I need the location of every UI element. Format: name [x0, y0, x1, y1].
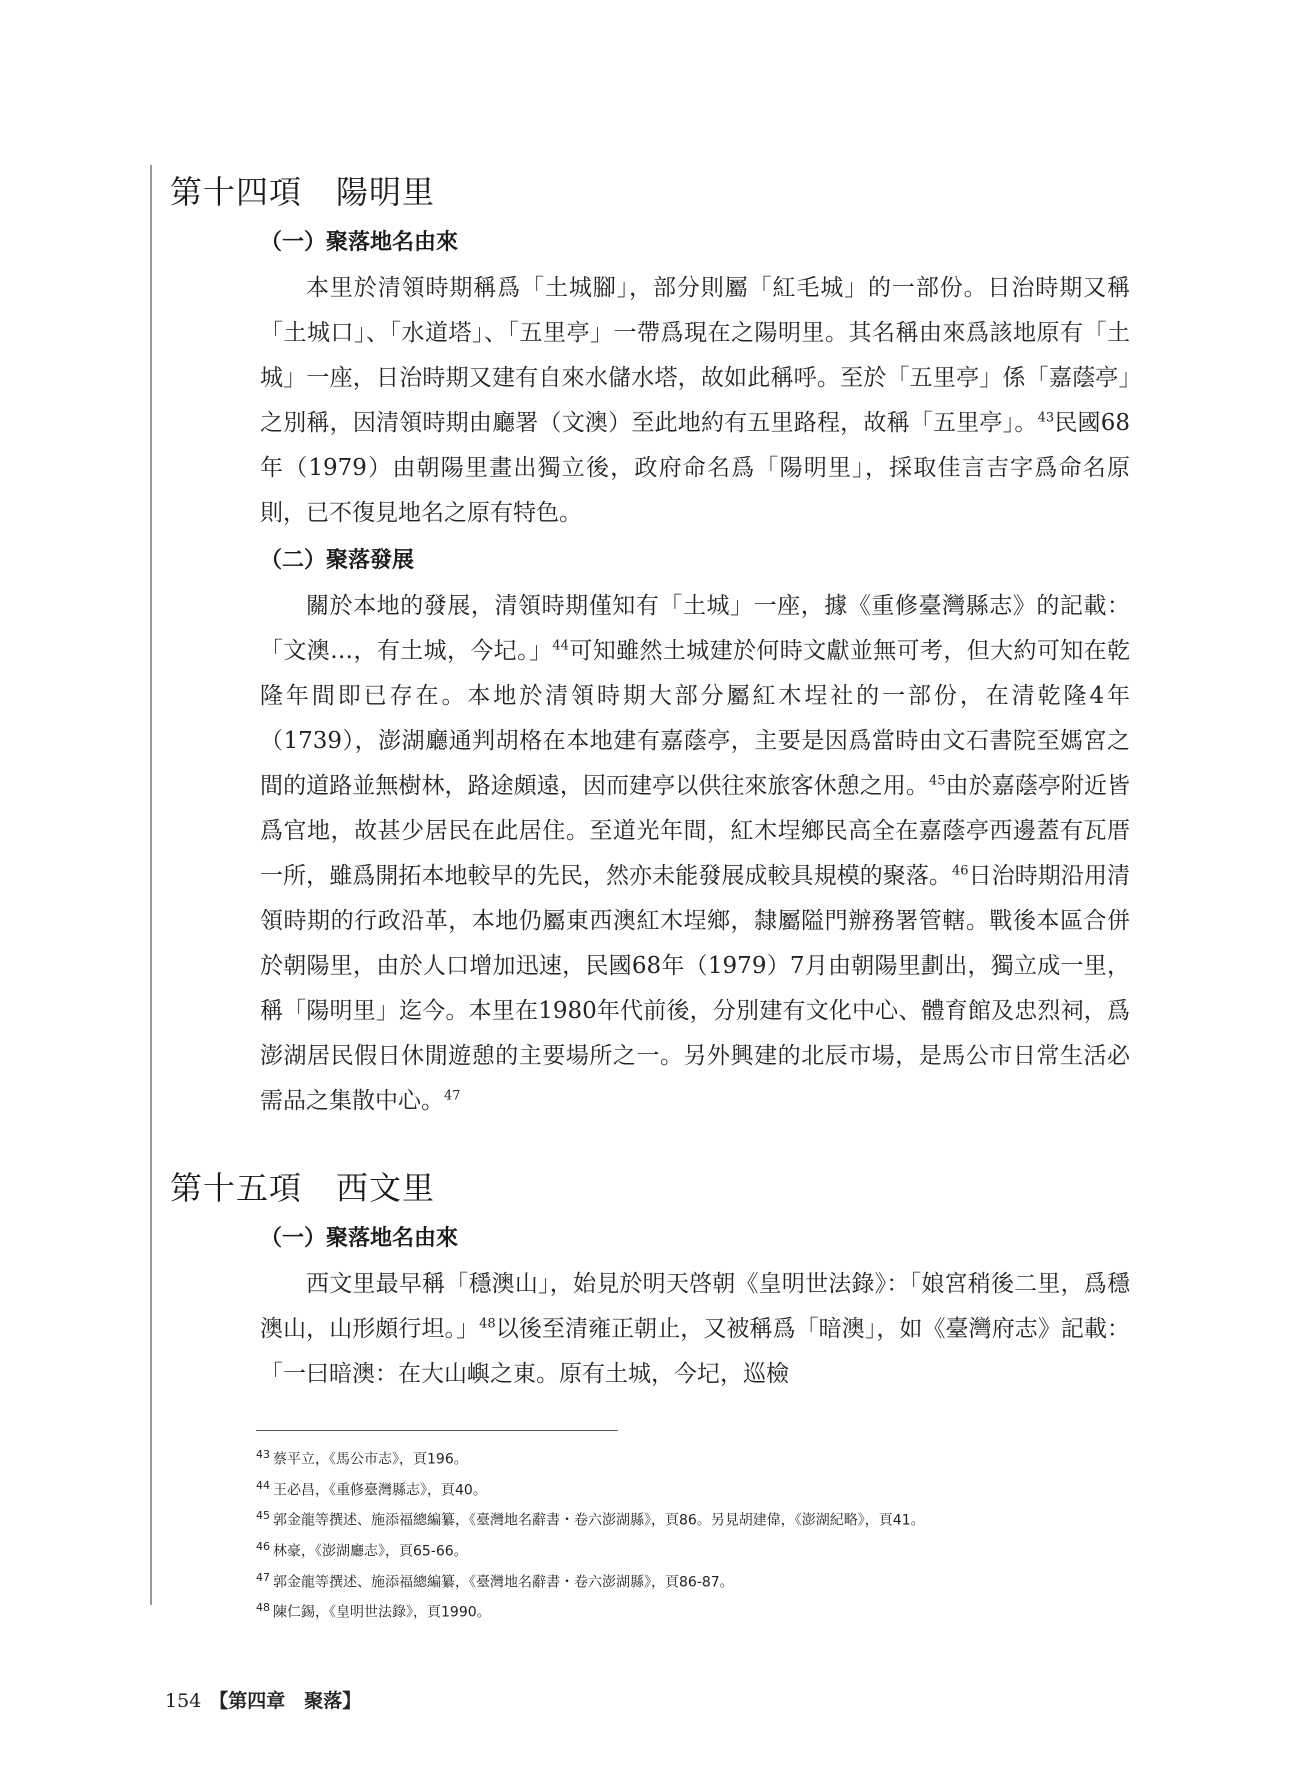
footnote-separator: [256, 1430, 618, 1431]
subsection-heading-name-origin: （一）聚落地名由來: [260, 1225, 459, 1251]
subsection-heading-development: （二）聚落發展: [260, 547, 415, 573]
paragraph: 關於本地的發展，清領時期僅知有「土城」一座，據《重修臺灣縣志》的記載：「文澳…，有土城，今圮。」$^{44}$可知雖然土城建於何時文獻並無可考，但大約可知在乾隆年間即已存在。本地於清領時期大部分屬紅木埕社的一部份，在清乾隆4年（1739），澎湖廳通判胡格在本地建有嘉蔭亭，主要是因爲當時由文石書院至媽宮之間的道路並無樹林，路途頗遠，因而建亭以供往來旅客休憩之用。$^{45}$由於嘉蔭亭附近皆爲官地，故甚少居民在此居住。至道光年間，紅木埕鄉民高全在嘉蔭亭西邊蓋有瓦厝一所，雖爲開拓本地較早的先民，然亦未能發展成較具規模的聚落。$^{46}$日治時期沿用清領時期的行政沿革，本地仍屬東西澳紅木埕鄉，隸屬隘門辦務署管轄。戰後本區合併於朝陽里，由於人口增加迅速，民國68年（1979）7月由朝陽里劃出，獨立成一里，稱「陽明里」迄今。本里在1980年代前後，分別建有文化中心、體育館及忠烈祠，爲澎湖居民假日休閒遊憩的主要場所之一。另外興建的北辰市場，是馬公市日常生活必需品之集散中心。$^{47}$: [260, 593, 1131, 1114]
footnote: $^{45}$ 郭金龍等撰述、施添福總編纂，《臺灣地名辭書・卷六澎湖縣》，頁86。另見胡建偉，《澎湖紀略》，頁41。: [256, 1509, 925, 1529]
footnote-ref[interactable]: 44: [552, 638, 569, 654]
main-content: [170, 170, 1130, 1403]
footnote-ref[interactable]: 47: [444, 1088, 461, 1104]
footnote-ref[interactable]: 48: [479, 1316, 496, 1332]
page-number: 154: [165, 1690, 202, 1712]
footnote: $^{47}$ 郭金龍等撰述、施添福總編纂，《臺灣地名辭書・卷六澎湖縣》，頁86-87。: [256, 1570, 734, 1591]
footnote-ref[interactable]: 45: [928, 773, 946, 789]
footnote-ref[interactable]: 46: [952, 863, 969, 879]
paragraph: 西文里最早稱「穩澳山」，始見於明天啓朝《皇明世法錄》：「娘宮稍後二里，爲穩澳山，山形頗行坦。」$^{48}$以後至清雍正朝止，又被稱爲「暗澳」，如《臺灣府志》記載：「一曰暗澳：在大山嶼之東。原有土城，今圮，巡檢: [260, 1271, 1131, 1387]
page-footer: [165, 1686, 361, 1713]
chapter-label: 【第四章 聚落】: [209, 1690, 362, 1712]
margin-rule: [150, 165, 152, 1605]
footnote: $^{43}$ 蔡平立，《馬公市志》，頁196。: [256, 1448, 468, 1468]
paragraph: 本里於清領時期稱爲「土城腳」，部分則屬「紅毛城」的一部份。日治時期又稱「土城口」、「水道塔」、「五里亭」一帶爲現在之陽明里。其名稱由來爲該地原有「土城」一座，日治時期又建有自來水儲水塔，故如此稱呼。至於「五里亭」係「嘉蔭亭」之別稱，因清領時期由廳署（文澳）至此地約有五里路程，故稱「五里亭」。$^{43}$民國68年（1979）由朝陽里畫出獨立後，政府命名爲「陽明里」，採取佳言吉字爲命名原則，已不復見地名之原有特色。: [260, 275, 1130, 526]
footnote-ref[interactable]: 43: [1037, 410, 1055, 426]
section-heading-14: 第十四項 陽明里: [170, 173, 436, 211]
footnote: $^{44}$ 王必昌，《重修臺灣縣志》，頁40。: [256, 1478, 487, 1499]
footnote: $^{46}$ 林豪，《澎湖廳志》，頁65-66。: [256, 1539, 468, 1560]
footnotes: [256, 1442, 1136, 1626]
section-heading-15: 第十五項 西文里: [170, 1169, 436, 1207]
subsection-heading-name-origin: （一）聚落地名由來: [260, 229, 459, 255]
footnote: $^{48}$ 陳仁錫，《皇明世法錄》，頁1990。: [256, 1601, 491, 1621]
